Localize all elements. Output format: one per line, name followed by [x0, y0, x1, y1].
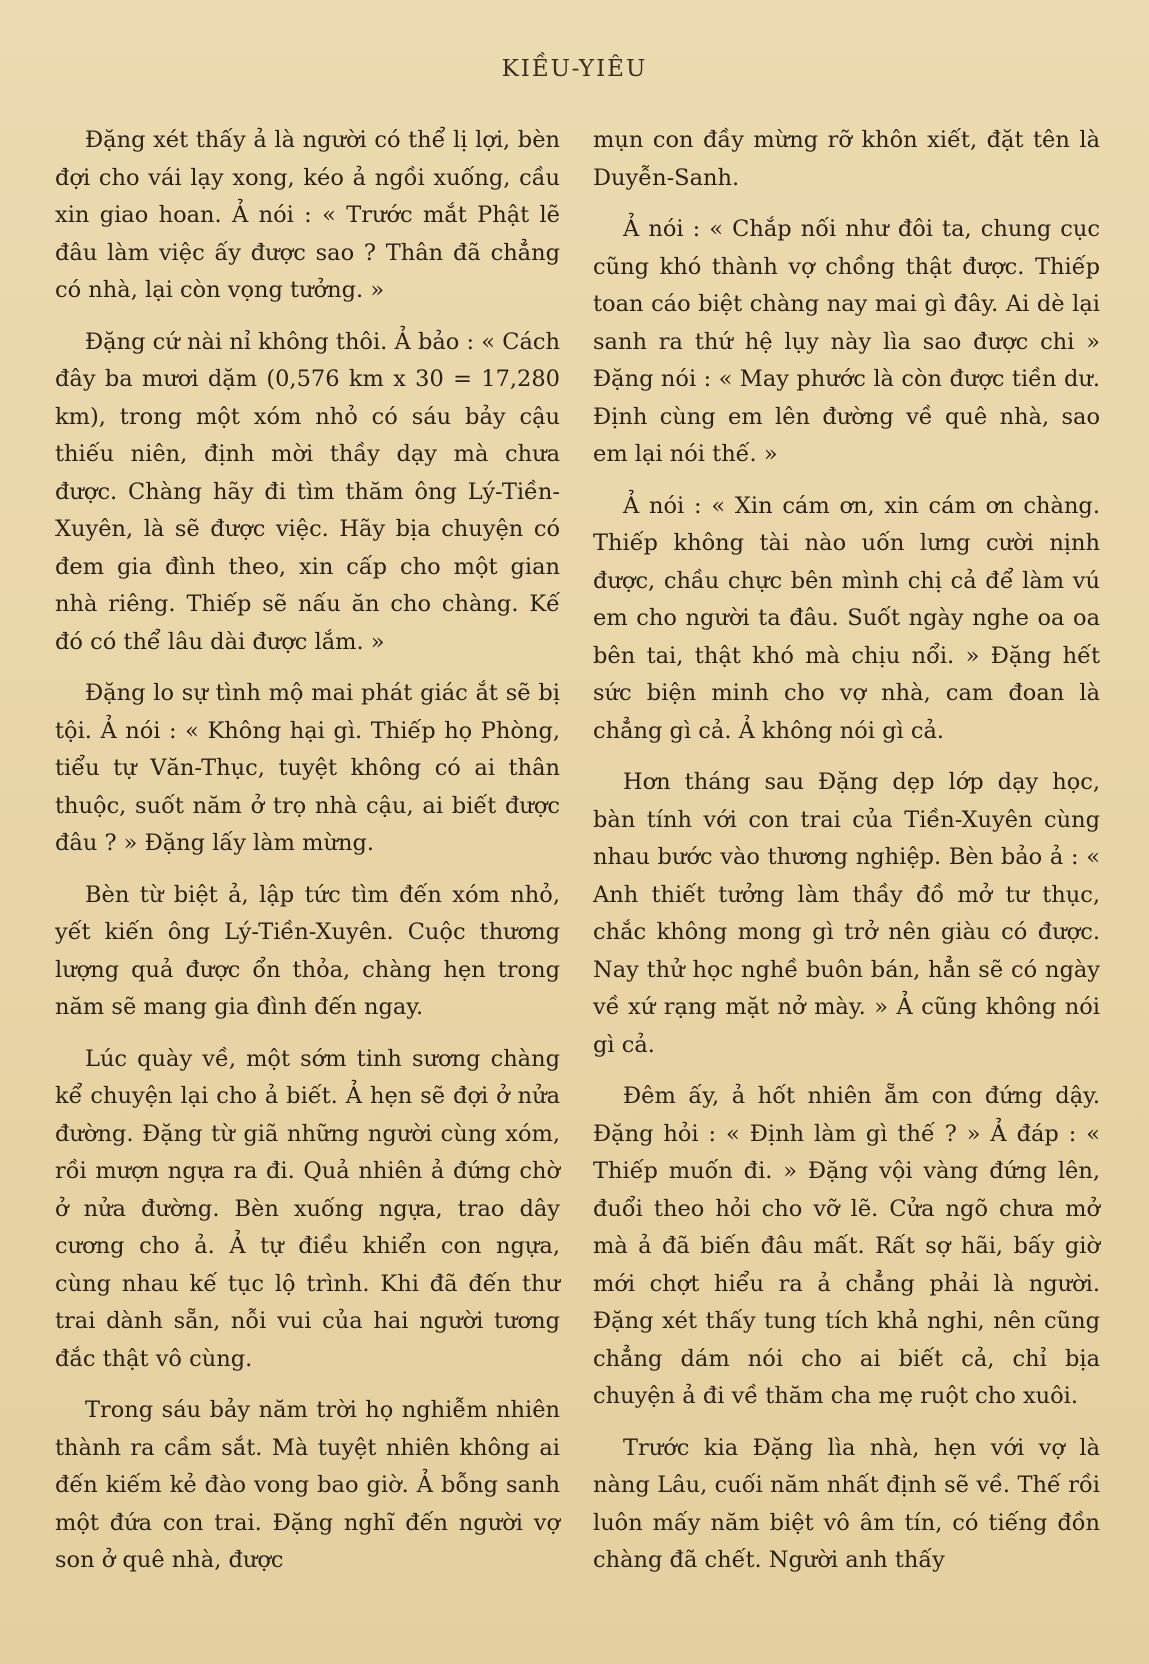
paragraph: Trước kia Đặng lìa nhà, hẹn với vợ là nàng Lâu, cuối năm nhất định sẽ về. Thế rồi luôn mấy năm biệt vô âm tín, có tiếng đồn chàng đã chết. Người anh thấy	[593, 1434, 1100, 1573]
paragraph: Lúc quày về, một sớm tinh sương chàng kể chuyện lại cho ả biết. Ả hẹn sẽ đợi ở nửa đường. Đặng từ giã những người cùng xóm, rồi mượn ngựa ra đi. Quả nhiên ả đứng chờ ở nửa đường. Bèn xuống ngựa, trao dây cương cho ả. Ả tự điều khiển con ngựa, cùng nhau kế tục lộ trình. Khi đã đến thư trai dành sẵn, nỗi vui của hai người tương đắc thật vô cùng.	[55, 1045, 560, 1372]
paragraph-continued: mụn con đầy mừng rỡ khôn xiết, đặt tên là Duyễn-Sanh.	[593, 127, 1100, 191]
paragraph: Hơn tháng sau Đặng dẹp lớp dạy học, bàn tính với con trai của Tiền-Xuyên cùng nhau bước vào thương nghiệp. Bèn bảo ả : « Anh thiết tưởng làm thầy đồ mở tư thục, chắc không mong gì trở nên giàu có được. Nay thử học nghề buôn bán, hẳn sẽ có ngày về xứ rạng mặt nở mày. » Ả cũng không nói gì cả.	[593, 769, 1100, 1058]
paragraph: Đặng cứ nài nỉ không thôi. Ả bảo : « Cách đây ba mươi dặm (0,576 km x 30 = 17,280 km), trong một xóm nhỏ có sáu bảy cậu thiếu niên, định mời thầy dạy mà chưa được. Chàng hãy đi tìm thăm ông Lý-Tiền-Xuyên, là sẽ được việc. Hãy bịa chuyện có đem gia đình theo, xin cấp cho một gian nhà riêng. Thiếp sẽ nấu ăn cho chàng. Kế đó có thể lâu dài được lắm. »	[55, 328, 560, 655]
paragraph: Ả nói : « Chắp nối như đôi ta, chung cục cũng khó thành vợ chồng thật được. Thiếp toan cáo biệt chàng nay mai gì đây. Ai dè lại sanh ra thứ hệ lụy này lìa sao được chi » Đặng nói : « May phước là còn được tiền dư. Định cùng em lên đường về quê nhà, sao em lại nói thế. »	[593, 216, 1100, 467]
paragraph: Đặng lo sự tình mộ mai phát giác ắt sẽ bị tội. Ả nói : « Không hại gì. Thiếp họ Phòng, tiểu tự Văn-Thục, tuyệt không có ai thân thuộc, suốt năm ở trọ nhà cậu, ai biết được đâu ? » Đặng lấy làm mừng.	[55, 680, 560, 856]
paragraph: Đặng xét thấy ả là người có thể lị lợi, bèn đợi cho vái lạy xong, kéo ả ngồi xuống, cầu xin giao hoan. Ả nói : « Trước mắt Phật lẽ đâu làm việc ấy được sao ? Thân đã chẳng có nhà, lại còn vọng tưởng. »	[55, 127, 560, 303]
paragraph: Trong sáu bảy năm trời họ nghiễm nhiên thành ra cầm sắt. Mà tuyệt nhiên không ai đến kiếm kẻ đào vong bao giờ. Ả bỗng sanh một đứa con trai. Đặng nghĩ đến người vợ son ở quê nhà, được	[55, 1397, 560, 1573]
paragraph: Đêm ấy, ả hốt nhiên ẵm con đứng dậy. Đặng hỏi : « Định làm gì thế ? » Ả đáp : « Thiếp muốn đi. » Đặng vội vàng đứng lên, đuổi theo hỏi cho vỡ lẽ. Cửa ngõ chưa mở mà ả đã biến đâu mất. Rất sợ hãi, bấy giờ mới chợt hiểu ra ả chẳng phải là người. Đặng xét thấy tung tích khả nghi, nên cũng chẳng dám nói cho ai biết cả, chỉ bịa chuyện ả đi về thăm cha mẹ ruột cho xuôi.	[593, 1083, 1100, 1409]
paragraph: Ả nói : « Xin cám ơn, xin cám ơn chàng. Thiếp không tài nào uốn lưng cười nịnh được, chầu chực bên mình chị cả để làm vú em cho người ta đâu. Suốt ngày nghe oa oa bên tai, thật khó mà chịu nổi. » Đặng hết sức biện minh cho vợ nhà, cam đoan là chẳng gì cả. Ả không nói gì cả.	[593, 492, 1100, 744]
running-header: KIỀU-YIÊU	[501, 56, 648, 82]
right-column	[593, 122, 1100, 1594]
paragraph: Bèn từ biệt ả, lập tức tìm đến xóm nhỏ, yết kiến ông Lý-Tiền-Xuyên. Cuộc thương lượng quả được ổn thỏa, chàng hẹn trong năm sẽ mang gia đình đến ngay.	[55, 881, 560, 1020]
left-column	[55, 122, 560, 1594]
